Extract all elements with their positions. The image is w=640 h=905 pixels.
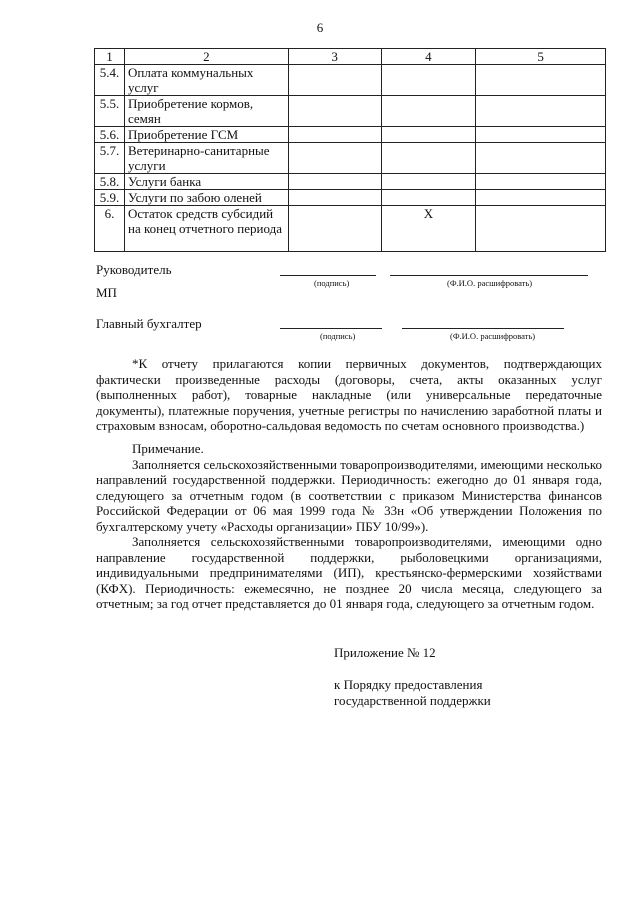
report-table xyxy=(94,48,606,252)
row-name: Приобретение ГСМ xyxy=(124,127,288,143)
value-cell[interactable] xyxy=(288,206,381,252)
table-row xyxy=(95,65,606,96)
row-number: 5.8. xyxy=(95,174,125,190)
row-name: Услуги по забою оленей xyxy=(124,190,288,206)
value-cell[interactable] xyxy=(381,65,476,96)
value-cell[interactable] xyxy=(288,127,381,143)
value-cell[interactable]: X xyxy=(381,206,476,252)
table-header-row xyxy=(95,49,606,65)
appendix-number: Приложение № 12 xyxy=(334,645,436,660)
value-cell[interactable] xyxy=(288,174,381,190)
value-cell[interactable] xyxy=(288,65,381,96)
value-cell[interactable] xyxy=(476,143,606,174)
row-name: Услуги банка xyxy=(124,174,288,190)
row-number: 5.7. xyxy=(95,143,125,174)
table-row xyxy=(95,190,606,206)
appendix-line: государственной поддержки xyxy=(334,692,491,708)
row-number: 6. xyxy=(95,206,125,252)
appendix-line: к Порядку предоставления xyxy=(334,677,483,692)
note-paragraph: Заполняется сельскохозяйственными товаропроизводителями, имеющими одно направление государственной поддержки, рыболовецкими организациями, индивидуальными предпринимателями (ИП), крестьянско-фермерскими хозяйствами (КФХ). Периодичность: ежемесячно, не позднее 20 числа месяца, следующего за отчетным; за год отчет представляется до 01 января года, следующего за отчетным годом. xyxy=(96,534,602,611)
signature-caption: (подпись) xyxy=(320,331,356,341)
page-number: 6 xyxy=(316,20,324,35)
accountant-name-line[interactable] xyxy=(402,328,564,329)
stamp-label: МП xyxy=(96,285,117,300)
appendix-subtitle xyxy=(334,677,491,708)
value-cell[interactable] xyxy=(381,174,476,190)
column-header: 4 xyxy=(381,49,476,65)
row-name: Остаток средств субсидий на конец отчетного периода xyxy=(124,206,288,252)
value-cell[interactable] xyxy=(476,190,606,206)
value-cell[interactable] xyxy=(288,96,381,127)
accountant-label: Главный бухгалтер xyxy=(96,316,202,331)
value-cell[interactable] xyxy=(381,143,476,174)
table-row xyxy=(95,127,606,143)
row-number: 5.9. xyxy=(95,190,125,206)
name-caption: (Ф.И.О. расшифровать) xyxy=(450,331,536,341)
value-cell[interactable] xyxy=(476,65,606,96)
table-row xyxy=(95,206,606,252)
name-caption: (Ф.И.О. расшифровать) xyxy=(447,278,533,288)
row-name: Оплата коммунальных услуг xyxy=(124,65,288,96)
column-header: 2 xyxy=(124,49,288,65)
value-cell[interactable] xyxy=(476,206,606,252)
table-row xyxy=(95,143,606,174)
value-cell[interactable] xyxy=(288,190,381,206)
head-signature-line[interactable] xyxy=(280,275,376,276)
value-cell[interactable] xyxy=(381,190,476,206)
table-row xyxy=(95,96,606,127)
note-paragraph: Заполняется сельскохозяйственными товаропроизводителями, имеющими несколько направлений государственной поддержки. Периодичность: ежегодно до 01 января года, следующего за отчетным годом (в соответствии с приказом Министерства финансов Российской Федерации от 06 мая 1999 года № 33н «Об утверждении Положения по бухгалтерскому учету «Расходы организации» ПБУ 10/99»). xyxy=(96,456,602,534)
column-header: 1 xyxy=(95,49,125,65)
note-block xyxy=(96,441,602,612)
footnote: *К отчету прилагаются копии первичных документов, подтверждающих фактически произведенные расходы (договоры, счета, акты оказанных услуг (выполненных работ), товарные накладные (или универсальные передаточные документы), платежные поручения, учетные регистры по начислению заработной платы и страховым взносам, оборотно-сальдовая ведомость по счетам основного производства.) xyxy=(96,356,602,433)
row-number: 5.4. xyxy=(95,65,125,96)
row-name: Ветеринарно-санитарные услуги xyxy=(124,143,288,174)
head-label: Руководитель xyxy=(96,262,172,277)
column-header: 3 xyxy=(288,49,381,65)
accountant-signature-line[interactable] xyxy=(280,328,382,329)
value-cell[interactable] xyxy=(381,127,476,143)
value-cell[interactable] xyxy=(476,127,606,143)
row-number: 5.5. xyxy=(95,96,125,127)
table-row xyxy=(95,174,606,190)
note-title: Примечание. xyxy=(132,441,204,456)
appendix-title xyxy=(334,645,436,661)
row-name: Приобретение кормов, семян xyxy=(124,96,288,127)
head-name-line[interactable] xyxy=(390,275,588,276)
value-cell[interactable] xyxy=(381,96,476,127)
row-number: 5.6. xyxy=(95,127,125,143)
value-cell[interactable] xyxy=(476,174,606,190)
column-header: 5 xyxy=(476,49,606,65)
value-cell[interactable] xyxy=(288,143,381,174)
value-cell[interactable] xyxy=(476,96,606,127)
signature-caption: (подпись) xyxy=(314,278,350,288)
